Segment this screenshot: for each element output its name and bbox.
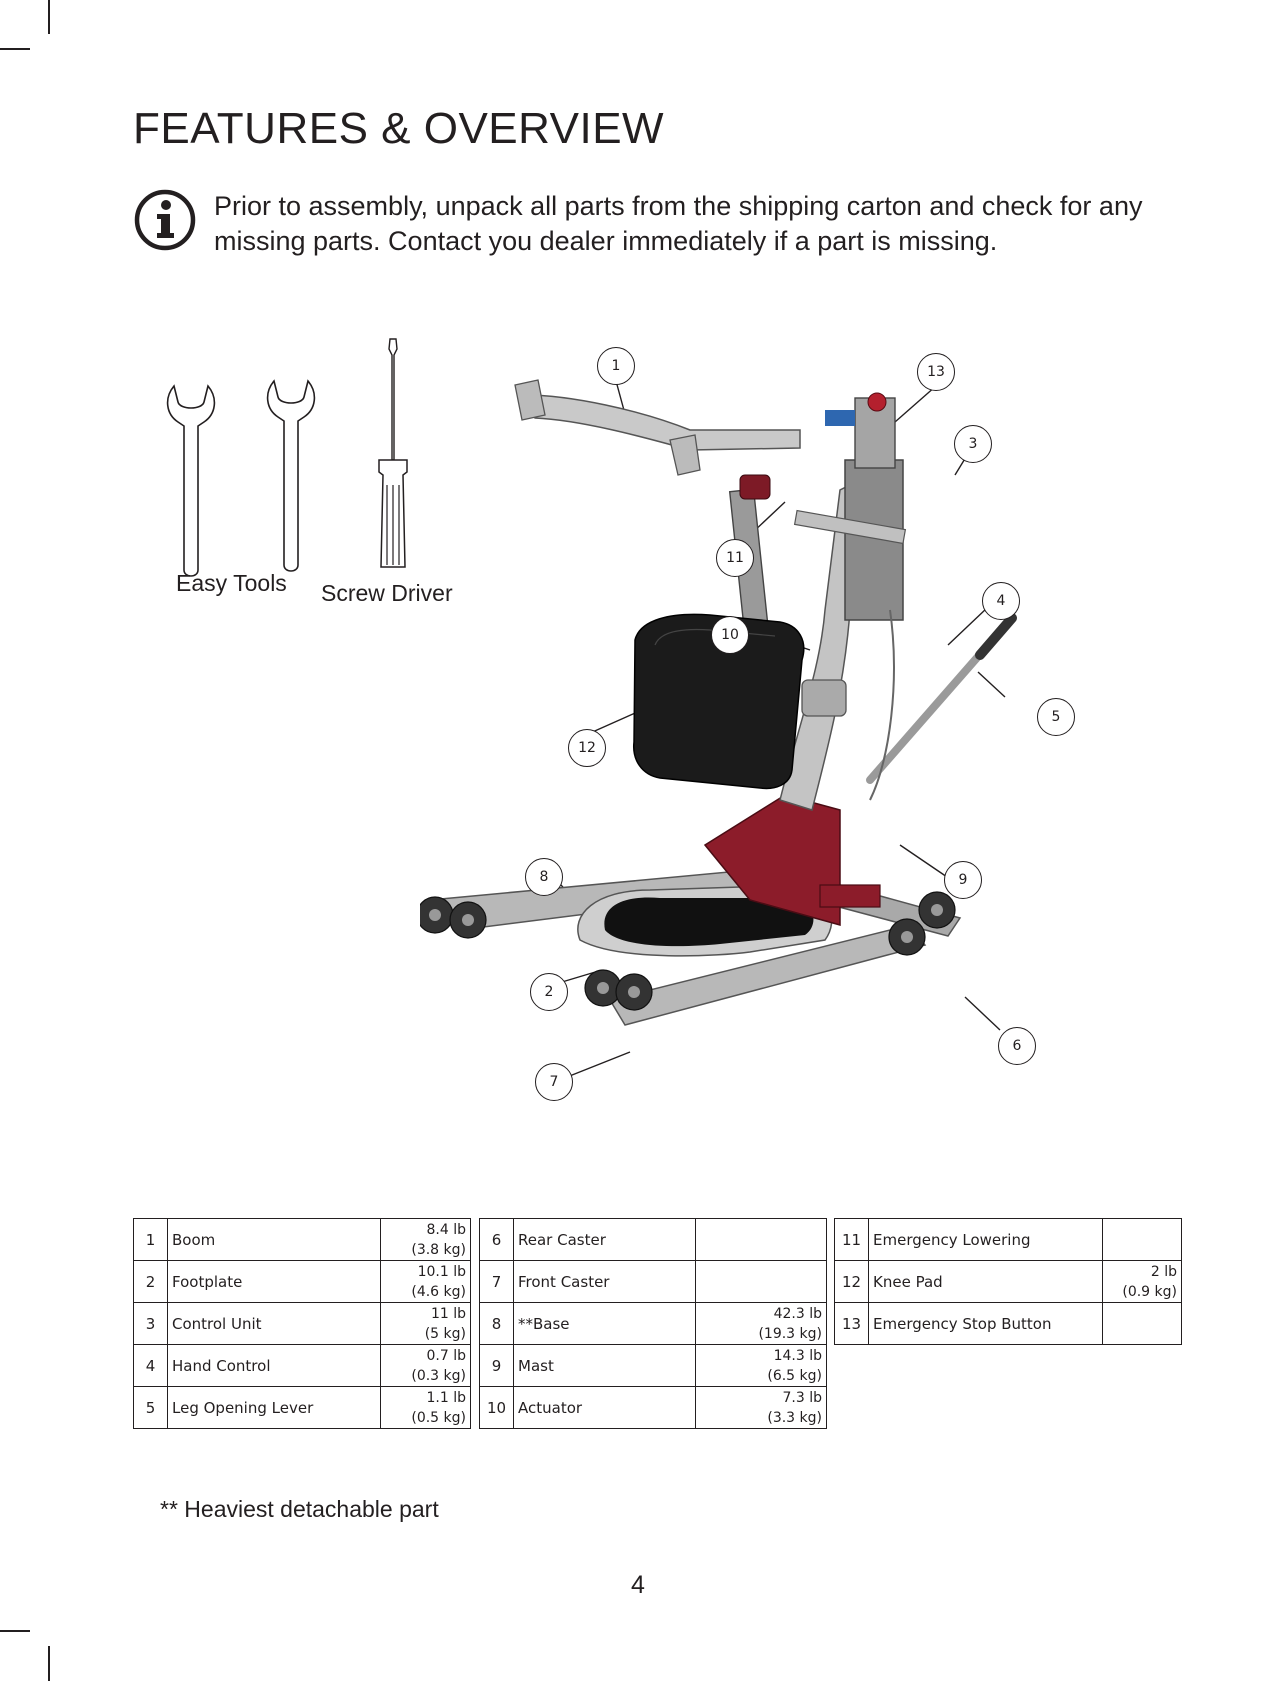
part-number: 4 [134, 1345, 168, 1387]
part-number: 1 [134, 1219, 168, 1261]
part-name: **Base [514, 1303, 696, 1345]
parts-table-2 [479, 1218, 827, 1429]
table-row [480, 1219, 827, 1261]
part-weight [380, 1303, 470, 1345]
table-row [480, 1261, 827, 1303]
table-row [480, 1303, 827, 1345]
screwdriver-icon [363, 335, 423, 585]
weight-lb: 42.3 lb [773, 1305, 822, 1322]
callout-2: 2 [530, 973, 568, 1011]
patient-lift-diagram [420, 340, 1100, 1120]
callout-4: 4 [982, 582, 1020, 620]
part-number: 12 [835, 1261, 869, 1303]
weight-kg: (3.3 kg) [767, 1409, 822, 1426]
part-number: 2 [134, 1261, 168, 1303]
table-row [134, 1387, 471, 1429]
part-name: Mast [514, 1345, 696, 1387]
crop-mark [0, 1630, 30, 1632]
table-row [134, 1345, 471, 1387]
part-weight [695, 1219, 826, 1261]
table-row [835, 1219, 1182, 1261]
part-number: 11 [835, 1219, 869, 1261]
table-row [134, 1261, 471, 1303]
weight-lb: 7.3 lb [782, 1389, 822, 1406]
page-number: 4 [631, 1571, 645, 1599]
parts-table-1 [133, 1218, 471, 1429]
info-icon [133, 188, 197, 252]
part-number: 13 [835, 1303, 869, 1345]
crop-mark [48, 1646, 50, 1681]
part-number: 9 [480, 1345, 514, 1387]
part-number: 6 [480, 1219, 514, 1261]
table-row [134, 1303, 471, 1345]
part-number: 3 [134, 1303, 168, 1345]
part-name: Rear Caster [514, 1219, 696, 1261]
callout-11: 11 [716, 539, 754, 577]
weight-lb: 0.7 lb [426, 1347, 466, 1364]
weight-kg: (0.9 kg) [1122, 1283, 1177, 1300]
parts-table-3 [834, 1218, 1182, 1345]
part-weight [380, 1219, 470, 1261]
table-row [134, 1219, 471, 1261]
callout-9: 9 [944, 861, 982, 899]
part-name: Actuator [514, 1387, 696, 1429]
part-name: Footplate [168, 1261, 381, 1303]
weight-kg: (6.5 kg) [767, 1367, 822, 1384]
part-name: Hand Control [168, 1345, 381, 1387]
weight-kg: (5 kg) [424, 1325, 466, 1342]
weight-lb: 10.1 lb [417, 1263, 466, 1280]
weight-lb: 1.1 lb [426, 1389, 466, 1406]
callout-5: 5 [1037, 698, 1075, 736]
weight-lb: 2 lb [1150, 1263, 1177, 1280]
part-weight [695, 1345, 826, 1387]
table-row [835, 1303, 1182, 1345]
part-number: 8 [480, 1303, 514, 1345]
part-weight [1102, 1219, 1181, 1261]
part-name: Knee Pad [869, 1261, 1103, 1303]
part-weight [380, 1261, 470, 1303]
table-row [480, 1345, 827, 1387]
weight-lb: 8.4 lb [426, 1221, 466, 1238]
callout-12: 12 [568, 729, 606, 767]
callout-7: 7 [535, 1063, 573, 1101]
part-weight [695, 1387, 826, 1429]
callout-13: 13 [917, 353, 955, 391]
part-name: Emergency Lowering [869, 1219, 1103, 1261]
easy-tools-label: Easy Tools [176, 570, 287, 596]
part-weight [695, 1261, 826, 1303]
weight-kg: (0.5 kg) [411, 1409, 466, 1426]
callout-8: 8 [525, 858, 563, 896]
part-weight [1102, 1261, 1181, 1303]
wrench-icon [160, 380, 230, 580]
assembly-note: Prior to assembly, unpack all parts from the shipping carton and check for any missing parts. Contact you dealer immediately if a part is missing. [214, 191, 1143, 256]
part-number: 5 [134, 1387, 168, 1429]
table-row [480, 1387, 827, 1429]
part-name: Emergency Stop Button [869, 1303, 1103, 1345]
callout-6: 6 [998, 1027, 1036, 1065]
callout-10: 10 [711, 616, 749, 654]
part-name: Leg Opening Lever [168, 1387, 381, 1429]
part-weight [695, 1303, 826, 1345]
part-weight [380, 1345, 470, 1387]
part-number: 10 [480, 1387, 514, 1429]
weight-lb: 14.3 lb [773, 1347, 822, 1364]
wrench-icon [260, 375, 330, 575]
weight-kg: (3.8 kg) [411, 1241, 466, 1258]
part-name: Control Unit [168, 1303, 381, 1345]
patient-lift-illustration [420, 340, 1100, 1120]
page-title: FEATURES & OVERVIEW [133, 104, 665, 153]
part-name: Boom [168, 1219, 381, 1261]
weight-kg: (4.6 kg) [411, 1283, 466, 1300]
weight-kg: (19.3 kg) [758, 1325, 822, 1342]
callout-3: 3 [954, 425, 992, 463]
table-row [835, 1261, 1182, 1303]
weight-kg: (0.3 kg) [411, 1367, 466, 1384]
footnote: ** Heaviest detachable part [160, 1496, 439, 1522]
crop-mark [0, 48, 30, 50]
crop-mark [48, 0, 50, 34]
part-number: 7 [480, 1261, 514, 1303]
weight-lb: 11 lb [430, 1305, 466, 1322]
part-weight [380, 1387, 470, 1429]
part-weight [1102, 1303, 1181, 1345]
screw-driver-label: Screw Driver [321, 580, 453, 606]
callout-1: 1 [597, 347, 635, 385]
part-name: Front Caster [514, 1261, 696, 1303]
